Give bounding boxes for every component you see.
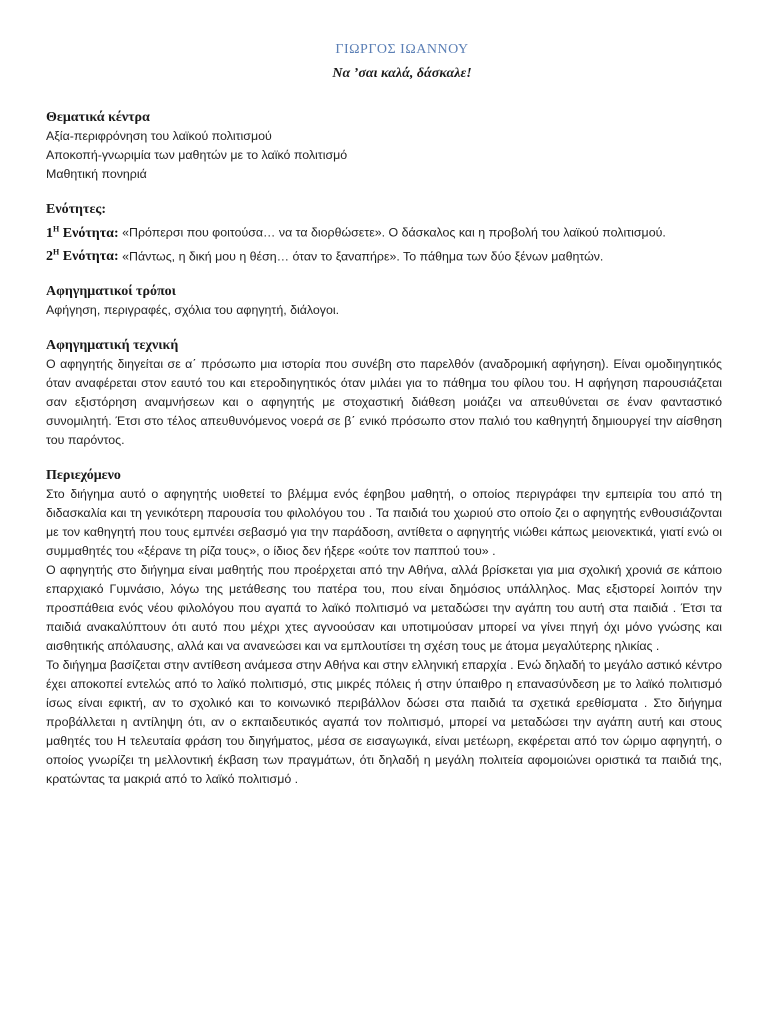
unit-sup: Η	[53, 247, 60, 257]
modes-text: Αφήγηση, περιγραφές, σχόλια του αφηγητή, διάλογοι.	[46, 303, 340, 318]
content-paragraph: Το διήγημα βασίζεται στην αντίθεση ανάμεσα στην Αθήνα και στην ελληνική επαρχία . Ενώ δηλαδή το μεγάλο αστικό κέντρο έχει αποκοπεί εντελώς από το λαϊκό πολιτισμό, στις μικρές πόλεις ή στην ύπαιθρο η επανασύνδεση με το λαϊκό πολιτισμό ίσως είναι εφικτή, αν το σχολικό και το κοινωνικό περιβάλλον δώσει στα παιδιά τα σχετικά ερεθίσματα . Στο διήγημα προβάλλεται η αντίληψη ότι, αν ο εκπαιδευτικός αγαπά τον πολιτισμό, μπορεί να μεταδώσει την αγάπη αυτή και στους μαθητές του Η τελευταία φράση του διηγήματος, μέσα σε εισαγωγικά, είναι μετέωρη, εκφέρεται από τον ώριμο αφηγητή, ο οποίος γνωρίζει τη μελλοντική έκβαση των πραγμάτων, ότι δηλαδή η μεγάλη πολιτεία αφομοιώνει οριστικά τα παιδιά της, κρατώντας τα μακριά από το λαϊκό πολιτισμό .	[46, 658, 722, 787]
theme-item: Μαθητική πονηριά	[46, 167, 147, 181]
technique-heading: Αφηγηματική τεχνική	[46, 338, 179, 354]
document-title: Να ’σαι καλά, δάσκαλε!	[332, 66, 472, 81]
content-paragraph: Ο αφηγητής στο διήγημα είναι μαθητής που προέρχεται από την Αθήνα, αλλά βρίσκεται για μια σχολική χρονιά σε κάποιο επαρχιακό Γυμνάσιο, λόγω της μετάθεσης του πατέρα του, που είναι δημόσιος υπάλληλος. Μας εξιστορεί λοιπόν την προσπάθεια ενός νέου φιλολόγου που αγαπά το λαϊκό πολιτισμό να μεταδώσει την αγάπη του αυτή στα παιδιά . Έτσι τα παιδιά ανακαλύπτουν ότι αυτό που μέχρι χτες αγνοούσαν και υποτιμούσαν μπορεί να γίνει πηγή όχι μόνο γνώσης και αισθητικής απόλαυσης, αλλά και να ανανεώσει και να εμπλουτίσει τη σχέση τους με άτομα μεγαλύτερης ηλικίας .	[46, 563, 722, 654]
unit-sup: Η	[53, 224, 60, 233]
author-name: ΓΙΩΡΓΟΣ ΙΩΑΝΝΟΥ	[335, 42, 469, 57]
units-heading: Ενότητες:	[46, 202, 106, 217]
content-heading: Περιεχόμενο	[46, 468, 121, 484]
unit-item	[46, 243, 722, 267]
unit-text: «Πρόπερσι που φοιτούσα… να τα διορθώσετε». Ο δάσκαλος και η προβολή του λαϊκού πολιτισμού.	[122, 225, 666, 240]
theme-item: Αξία-περιφρόνηση του λαϊκού πολιτισμού	[46, 129, 272, 143]
modes-heading: Αφηγηματικοί τρόποι	[46, 284, 177, 300]
content-paragraph: Στο διήγημα αυτό ο αφηγητής υιοθετεί το βλέμμα ενός έφηβου μαθητή, ο οποίος περιγράφει την εμπειρία του από τη διδασκαλία και τη γενικότερη παρουσία του φιλολόγου του . Τα παιδιά του χωριού στο οποίο ζει ο αφηγητής ενθουσιάζονται με τον καθηγητή που τους εμπνέει σεβασμό για την παράδοση, αντίθετα ο αφηγητής νιώθει κάπως μειονεκτικά, γιατί ενώ οι συμμαθητές του «ξέρανε τη ρίζα τους», ο ίδιος δεν ήξερε «ούτε τον παππού του» .	[46, 487, 722, 559]
unit-number: 1	[46, 225, 53, 241]
unit-number: 2	[46, 249, 53, 265]
unit-item	[46, 219, 722, 243]
technique-text: Ο αφηγητής διηγείται σε α΄ πρόσωπο μια ιστορία που συνέβη στο παρελθόν (αναδρομική αφήγηση). Είναι ομοδιηγητικός όταν αναφέρεται στον εαυτό του και ετεροδιηγητικός όταν μιλάει για το πάθημα του φίλου του. Η αφήγηση παρουσιάζεται σαν εξιστόρηση αναμνήσεων και ο αφηγητής με στοχαστική διάθεση μοιάζει να απευθύνεται σε έναν φανταστικό συνομιλητή. Έτσι στο τέλος απευθυνόμενος νοερά σε β΄ ενικό πρόσωπο στον παλιό του καθηγητή δημιουργεί την αίσθηση του παρόντος.	[46, 357, 722, 448]
unit-text: «Πάντως, η δική μου η θέση… όταν το ξαναπήρε». Το πάθημα των δύο ξένων μαθητών.	[122, 249, 604, 264]
unit-label: Ενότητα:	[62, 249, 119, 265]
theme-item: Αποκοπή-γνωριμία των μαθητών με το λαϊκό πολιτισμό	[46, 148, 348, 162]
themes-heading: Θεματικά κέντρα	[46, 110, 150, 125]
unit-label: Ενότητα:	[62, 225, 119, 241]
